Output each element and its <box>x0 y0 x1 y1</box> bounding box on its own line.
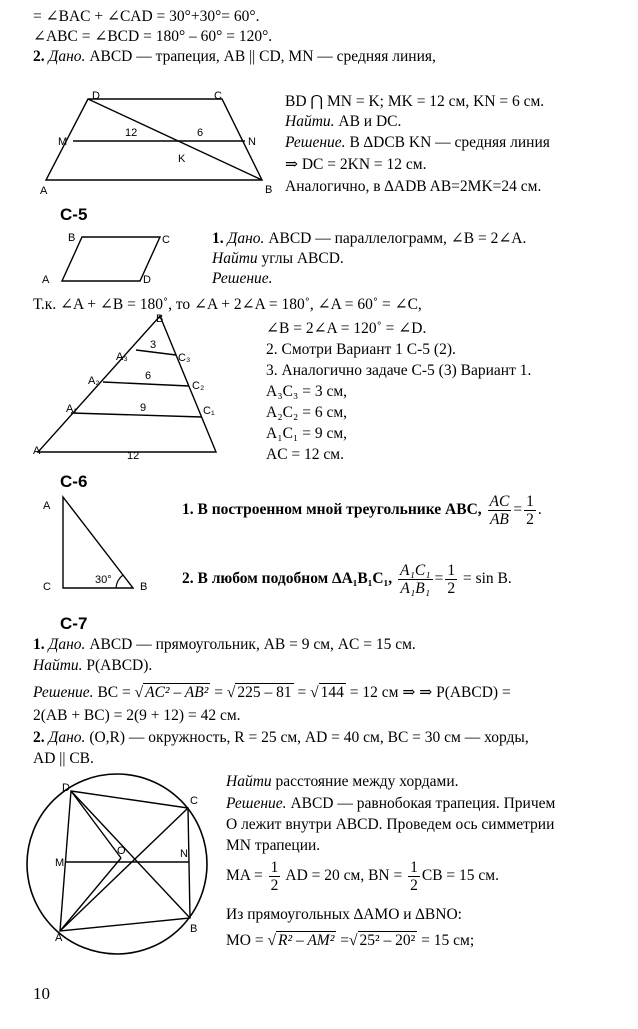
label-M: M <box>58 136 68 148</box>
label-kn: 6 <box>197 127 204 139</box>
text-line: ∠ABC = ∠BCD = 180° – 60° = 120°. <box>33 28 273 45</box>
text-line: 3. Аналогично задаче С-5 (3) Вариант 1. <box>266 362 532 379</box>
text-line: = ∠BAC + ∠CAD = 30°+30°= 60°. <box>33 8 260 25</box>
text-line: BD ⋂ MN = K; MK = 12 см, KN = 6 см. <box>285 93 545 110</box>
text-line: 2. В любом подобном ∆A₁B₁C₁, $\frac{\text{A₁C₁}}{\text{A₁B₁}}$ = $\frac{1}{2}$ = sin B. <box>182 561 512 597</box>
text-line: 2(AB + BC) = 2(9 + 12) = 42 см. <box>33 707 241 724</box>
label-A2: A₂ <box>88 375 100 387</box>
text-line: A₂C₂ = 6 см, <box>266 404 348 421</box>
text-line: MA = $\frac{1}{2}$ AD = 20 см, BN = $\frac{1}{2}$ CB = 15 см. <box>226 858 499 894</box>
text-line: Аналогично, в ∆ADB AB=2MK=24 см. <box>285 178 542 195</box>
text-line: A₃C₃ = 3 см, <box>266 383 348 400</box>
text-line: 2. Смотри Вариант 1 С-5 (2). <box>266 341 456 358</box>
section-title: С-5 <box>60 205 88 224</box>
section-title: С-6 <box>60 472 88 491</box>
label-C: C <box>162 234 170 246</box>
problem-2-given: 2. Дано. ABCD — трапеция, AB || CD, MN — средняя линия, <box>33 48 436 65</box>
text-line: A₁C₁ = 9 см, <box>266 425 348 442</box>
text-line: MO = √ R² – AM² =√ 25² – 20² = 15 см; <box>226 932 475 949</box>
text-line: Решение. В ∆DCB KN — средняя линия <box>285 134 550 151</box>
text-line: MN трапеции. <box>226 837 321 854</box>
label-C2: C₂ <box>192 380 205 392</box>
label-9: 9 <box>140 402 147 414</box>
label-D: D <box>143 274 151 286</box>
label-A: A <box>40 185 48 197</box>
text-line: Найти расстояние между хордами. <box>226 773 459 790</box>
text-line: AD || CB. <box>33 750 94 767</box>
label-K: K <box>178 153 186 165</box>
text-line: 1. Дано. ABCD — параллелограмм, ∠B = 2∠A. <box>212 230 527 247</box>
label-D: D <box>92 90 100 102</box>
text-line: Найти. AB и DC. <box>285 113 402 130</box>
text-line: 1. В построенном мной треугольнике ABC, $\frac{AC}{AB}$ = $\frac{1}{2}$ . <box>182 492 542 528</box>
label-A3: A₃ <box>116 351 128 363</box>
text-line: Решение. <box>212 270 273 287</box>
label-B: B <box>190 923 198 935</box>
text-line: ⇒ DC = 2KN = 12 см. <box>285 156 427 173</box>
label-C: C <box>214 90 222 102</box>
label-N: N <box>180 848 188 860</box>
section-title: С-7 <box>60 614 88 633</box>
label-O: O <box>117 845 126 857</box>
label-A: A <box>42 274 50 286</box>
label-M: M <box>55 857 65 869</box>
text-line: Решение. BC = √ AC² – AB² = √ 225 – 81 = √ 144 = 12 см ⇒ ⇒ P(ABCD) = <box>33 684 511 701</box>
label-3: 3 <box>150 339 157 351</box>
page-number: 10 <box>33 984 50 1003</box>
text-line: 1. Дано. ABCD — прямоугольник, AB = 9 см, AC = 15 см. <box>33 636 416 653</box>
text-line: AC = 12 см. <box>266 446 344 463</box>
label-D: D <box>62 782 70 794</box>
text-line: O лежит внутри ABCD. Проведем ось симметрии <box>226 816 555 833</box>
label-N: N <box>248 136 256 148</box>
label-C: C <box>190 795 198 807</box>
label-B: B <box>265 184 273 196</box>
text-line: Из прямоугольных ∆AMO и ∆BNO: <box>226 906 462 923</box>
label-mk: 12 <box>125 127 138 139</box>
text-line: Найти углы ABCD. <box>212 250 344 267</box>
label-A: A <box>43 500 51 512</box>
text-line: Найти. P(ABCD). <box>33 657 153 674</box>
label-B: B <box>68 232 76 244</box>
label-A1: A₁ <box>66 403 78 415</box>
label-C3: C₃ <box>178 352 191 364</box>
label-B: B <box>156 313 164 325</box>
text-line: 2. Дано. (O,R) — окружность, R = 25 см, AD = 40 см, BC = 30 см — хорды, <box>33 729 529 746</box>
label-C1: C₁ <box>203 405 215 417</box>
label-12: 12 <box>127 450 140 462</box>
label-B: B <box>140 581 148 593</box>
label-A: A <box>55 932 63 944</box>
label-angle: 30° <box>95 574 112 586</box>
label-A: A <box>33 445 41 457</box>
text-line: Т.к. ∠A + ∠B = 180˚, то ∠A + 2∠A = 180˚, ∠A = 60˚ = ∠C, <box>33 296 422 313</box>
text-line: ∠B = 2∠A = 120˚ = ∠D. <box>266 320 427 337</box>
label-6: 6 <box>145 370 152 382</box>
text-line: Решение. ABCD — равнобокая трапеция. Причем <box>226 795 556 812</box>
label-C: C <box>43 581 51 593</box>
